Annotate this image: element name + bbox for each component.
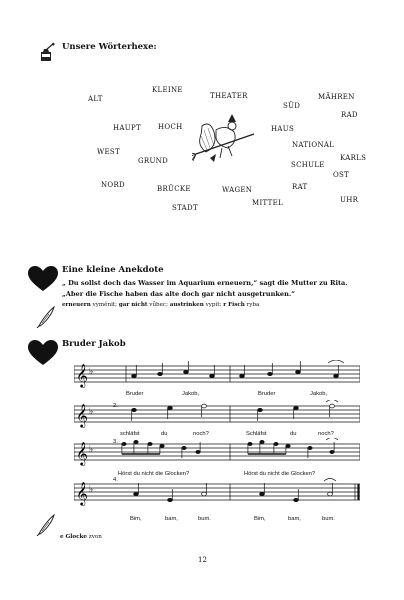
ink-pot-icon — [38, 42, 56, 68]
anecdote-line-1: „ Du sollst doch das Wasser im Aquarium erneuern,“ sagt die Mutter zu Rita. — [62, 279, 348, 287]
lyric: Hörst du nicht die Glocken? — [244, 471, 316, 477]
svg-text:♭: ♭ — [89, 407, 94, 417]
svg-text:♭: ♭ — [89, 485, 94, 495]
word: GRUND — [138, 157, 168, 165]
word: MÄHREN — [318, 93, 355, 101]
lyric: bum. — [322, 516, 335, 522]
word: RAD — [341, 111, 358, 119]
lyric: Jakob, — [182, 391, 200, 397]
words-heading: Unsere Wörterhexe: — [62, 42, 157, 52]
svg-text:𝄞: 𝄞 — [76, 441, 88, 465]
vocab-term: austrinken — [169, 302, 204, 308]
lyric: du — [161, 431, 168, 437]
page-number: 12 — [198, 556, 207, 564]
quill-icon — [36, 514, 56, 540]
lyric: bam, — [288, 516, 301, 522]
vocab-term: r Fisch — [223, 302, 245, 308]
word: WAGEN — [222, 186, 253, 194]
word: BRÜCKE — [157, 185, 191, 193]
vocab-meaning: vypít; — [205, 302, 222, 308]
word: SCHULE — [291, 161, 325, 169]
word: NATIONAL — [292, 141, 335, 149]
word: KARLS — [340, 154, 367, 162]
anecdote-heading: Eine kleine Anekdote — [62, 265, 164, 275]
lyric: Bruder — [126, 391, 144, 397]
footnote-term: e Glocke — [60, 534, 87, 540]
footnote-meaning: zvon — [88, 534, 102, 540]
word: SÜD — [283, 102, 301, 110]
vocab-term: gar nicht — [118, 302, 148, 308]
staff-system-4 — [74, 478, 360, 510]
lyric: Schläfst — [246, 431, 267, 437]
lyric: Jakob, — [310, 391, 328, 397]
word: HAUPT — [113, 124, 141, 132]
vocab-term: erneuern — [62, 302, 91, 308]
lyric: bum. — [198, 516, 211, 522]
word: UHR — [340, 196, 359, 204]
word: WEST — [97, 148, 120, 156]
word: MITTEL — [252, 199, 283, 207]
vocab-meaning: vyměnit; — [92, 302, 118, 308]
word: RAT — [292, 183, 308, 191]
anecdote-vocabulary — [62, 302, 259, 308]
word: ALT — [88, 95, 103, 103]
witch-on-broom-illustration — [192, 112, 258, 172]
system-number: 2. — [113, 403, 118, 409]
lyric: Bruder — [258, 391, 276, 397]
system-number: 4. — [113, 477, 118, 483]
anecdote-line-2: „Aber die Fische haben das alte doch gar nicht ausgetrunken.“ — [62, 290, 296, 298]
svg-text:𝄞: 𝄞 — [76, 363, 88, 387]
word: STADT — [172, 204, 198, 212]
system-number: 3. — [113, 439, 118, 445]
word: KLEINE — [152, 86, 183, 94]
lyric: Hörst du nicht die Glocken? — [118, 471, 190, 477]
heart-icon — [28, 266, 58, 296]
lyric: bam, — [165, 516, 178, 522]
svg-text:𝄞: 𝄞 — [76, 403, 88, 427]
lyric: noch? — [193, 431, 209, 437]
word: HAUS — [271, 125, 295, 133]
svg-text:♭: ♭ — [89, 367, 94, 377]
lyric: Bim, — [254, 516, 266, 522]
word: OST — [333, 171, 350, 179]
word: THEATER — [210, 92, 248, 100]
staff-system-2 — [74, 400, 360, 432]
heart-icon — [28, 340, 58, 370]
word: NORD — [101, 181, 125, 189]
svg-text:♭: ♭ — [89, 445, 94, 455]
lyric: du — [290, 431, 297, 437]
word: HOCH — [158, 123, 183, 131]
svg-text:𝄞: 𝄞 — [76, 481, 88, 505]
song-footnote — [60, 534, 102, 540]
quill-icon — [36, 306, 56, 332]
vocab-meaning: vůbec; — [149, 302, 168, 308]
vocab-meaning: ryba — [246, 302, 260, 308]
lyric: noch? — [318, 431, 334, 437]
song-title: Bruder Jakob — [62, 339, 126, 349]
staff-system-3 — [74, 438, 360, 470]
lyric: schläfst — [120, 431, 140, 437]
lyric: Bim, — [130, 516, 142, 522]
staff-system-1 — [74, 360, 360, 392]
